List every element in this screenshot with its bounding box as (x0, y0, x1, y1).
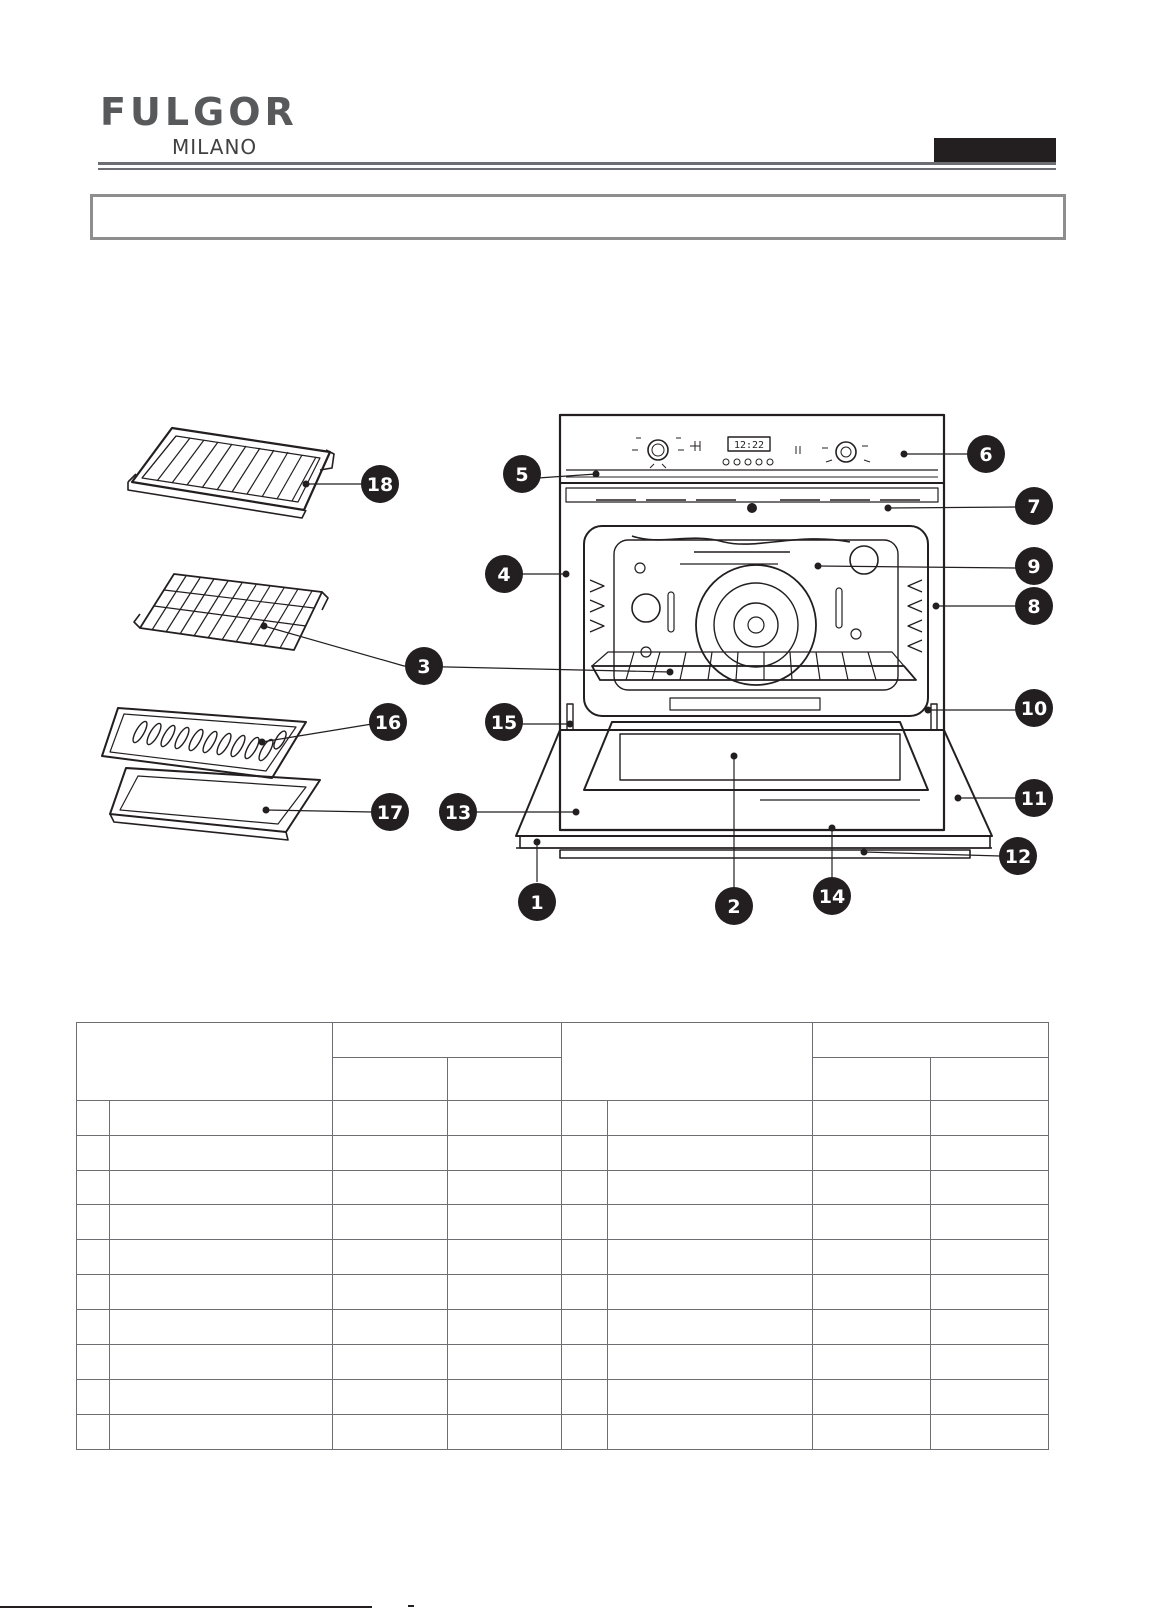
table-cell (608, 1100, 813, 1135)
table-cell (110, 1170, 333, 1205)
table-cell (110, 1345, 333, 1380)
table-cell (110, 1135, 333, 1170)
table-cell (813, 1205, 931, 1240)
table-cell (110, 1240, 333, 1275)
table-cell (931, 1345, 1049, 1380)
table-row (77, 1100, 1049, 1135)
table-row (77, 1310, 1049, 1345)
table-row (77, 1415, 1049, 1450)
leader-lines (262, 454, 1016, 890)
table-cell (333, 1205, 448, 1240)
callout-label: 7 (1027, 496, 1041, 518)
table-cell (608, 1275, 813, 1310)
callout-label: 4 (497, 564, 511, 586)
accessory-wire-rack (134, 574, 328, 650)
table-cell (608, 1170, 813, 1205)
table-row (77, 1345, 1049, 1380)
table-cell (608, 1240, 813, 1275)
table-cell (813, 1170, 931, 1205)
brand-logo: FULGOR (100, 90, 298, 134)
table-cell (608, 1310, 813, 1345)
table-cell (77, 1205, 110, 1240)
callout-7 (1015, 487, 1053, 525)
table-cell (562, 1170, 608, 1205)
table-cell (608, 1205, 813, 1240)
table-cell (77, 1170, 110, 1205)
table-cell (110, 1415, 333, 1450)
table-cell (608, 1380, 813, 1415)
table-cell (608, 1345, 813, 1380)
display-time: 12:22 (733, 440, 765, 451)
table-cell (448, 1135, 562, 1170)
callout-label: 18 (366, 474, 394, 496)
callout-11 (1015, 779, 1053, 817)
callout-label: 13 (444, 802, 472, 824)
table-cell (562, 1345, 608, 1380)
callout-9 (1015, 547, 1053, 585)
table-cell (448, 1205, 562, 1240)
table-cell (448, 1415, 562, 1450)
table-row (77, 1135, 1049, 1170)
table-row (77, 1240, 1049, 1275)
callout-label: 1 (530, 892, 544, 914)
table-cell (77, 1135, 110, 1170)
header-cell (77, 1023, 333, 1101)
table-cell (813, 1380, 931, 1415)
table-cell (562, 1310, 608, 1345)
callout-14 (813, 877, 851, 915)
callout-label: 9 (1027, 556, 1041, 578)
table-cell (931, 1170, 1049, 1205)
callout-1 (518, 883, 556, 921)
table-cell (77, 1275, 110, 1310)
accessory-rack-with-tray (128, 428, 334, 518)
callout-label: 15 (490, 712, 518, 734)
callout-label: 5 (515, 464, 529, 486)
callout-5 (503, 455, 541, 493)
table-cell (333, 1170, 448, 1205)
table-cell (448, 1380, 562, 1415)
callout-3 (405, 647, 443, 685)
table-cell (333, 1100, 448, 1135)
callout-13 (439, 793, 477, 831)
callout-4 (485, 555, 523, 593)
table-cell (931, 1240, 1049, 1275)
table-cell (448, 1240, 562, 1275)
table-cell (931, 1310, 1049, 1345)
header-cell (448, 1058, 562, 1100)
table-cell (333, 1345, 448, 1380)
callout-12 (999, 837, 1037, 875)
table-cell (333, 1275, 448, 1310)
table-cell (448, 1345, 562, 1380)
table-cell (448, 1100, 562, 1135)
table-cell (931, 1205, 1049, 1240)
table-header-row (77, 1023, 1049, 1058)
table-cell (931, 1135, 1049, 1170)
table-cell (77, 1345, 110, 1380)
header-cell (813, 1023, 1049, 1058)
table-cell (110, 1275, 333, 1310)
callout-15 (485, 703, 523, 741)
parts-table (76, 1022, 1049, 1450)
table-cell (562, 1415, 608, 1450)
table-cell (813, 1415, 931, 1450)
table-cell (813, 1100, 931, 1135)
header-cell (931, 1058, 1049, 1100)
footer-mark (408, 1605, 414, 1607)
table-cell (813, 1240, 931, 1275)
callout-6 (967, 435, 1005, 473)
callout-label: 12 (1004, 846, 1032, 868)
callout-label: 2 (727, 896, 741, 918)
callout-label: 16 (374, 712, 402, 734)
callout-label: 8 (1027, 596, 1041, 618)
table-cell (931, 1415, 1049, 1450)
header-cell (333, 1023, 562, 1058)
brand-subtitle: MILANO (172, 135, 258, 159)
callout-10 (1015, 689, 1053, 727)
header-cell (813, 1058, 931, 1100)
table-cell (110, 1100, 333, 1135)
table-row (77, 1380, 1049, 1415)
table-cell (448, 1275, 562, 1310)
table-cell (562, 1380, 608, 1415)
table-cell (333, 1240, 448, 1275)
table-cell (77, 1100, 110, 1135)
table-cell (562, 1100, 608, 1135)
table-cell (931, 1100, 1049, 1135)
accessory-tray (110, 768, 320, 840)
header-cell (333, 1058, 448, 1100)
header-cell (562, 1023, 813, 1101)
oven-body (516, 415, 992, 858)
footer-rule (0, 1606, 372, 1608)
callout-label: 14 (818, 886, 846, 908)
table-cell (608, 1135, 813, 1170)
callout-label: 3 (417, 656, 431, 678)
table-cell (813, 1135, 931, 1170)
table-cell (562, 1135, 608, 1170)
table-cell (77, 1240, 110, 1275)
callout-label: 10 (1020, 698, 1048, 720)
table-cell (333, 1380, 448, 1415)
table-cell (813, 1275, 931, 1310)
table-cell (77, 1415, 110, 1450)
table-cell (333, 1415, 448, 1450)
callout-17 (371, 793, 409, 831)
table-cell (562, 1205, 608, 1240)
table-cell (813, 1310, 931, 1345)
callout-label: 11 (1020, 788, 1048, 810)
table-cell (562, 1240, 608, 1275)
table-cell (608, 1415, 813, 1450)
table-cell (77, 1380, 110, 1415)
table-cell (333, 1135, 448, 1170)
table-cell (448, 1170, 562, 1205)
callout-2 (715, 887, 753, 925)
table-cell (448, 1310, 562, 1345)
table-cell (110, 1310, 333, 1345)
callout-8 (1015, 587, 1053, 625)
callout-label: 6 (979, 444, 993, 466)
table-cell (813, 1345, 931, 1380)
table-cell (562, 1275, 608, 1310)
table-row (77, 1205, 1049, 1240)
table-cell (931, 1380, 1049, 1415)
callout-16 (369, 703, 407, 741)
table-cell (333, 1310, 448, 1345)
table-cell (110, 1380, 333, 1415)
callout-label: 17 (376, 802, 404, 824)
table-row (77, 1170, 1049, 1205)
table-cell (77, 1310, 110, 1345)
table-cell (931, 1275, 1049, 1310)
table-cell (110, 1205, 333, 1240)
table-row (77, 1275, 1049, 1310)
callout-18 (361, 465, 399, 503)
